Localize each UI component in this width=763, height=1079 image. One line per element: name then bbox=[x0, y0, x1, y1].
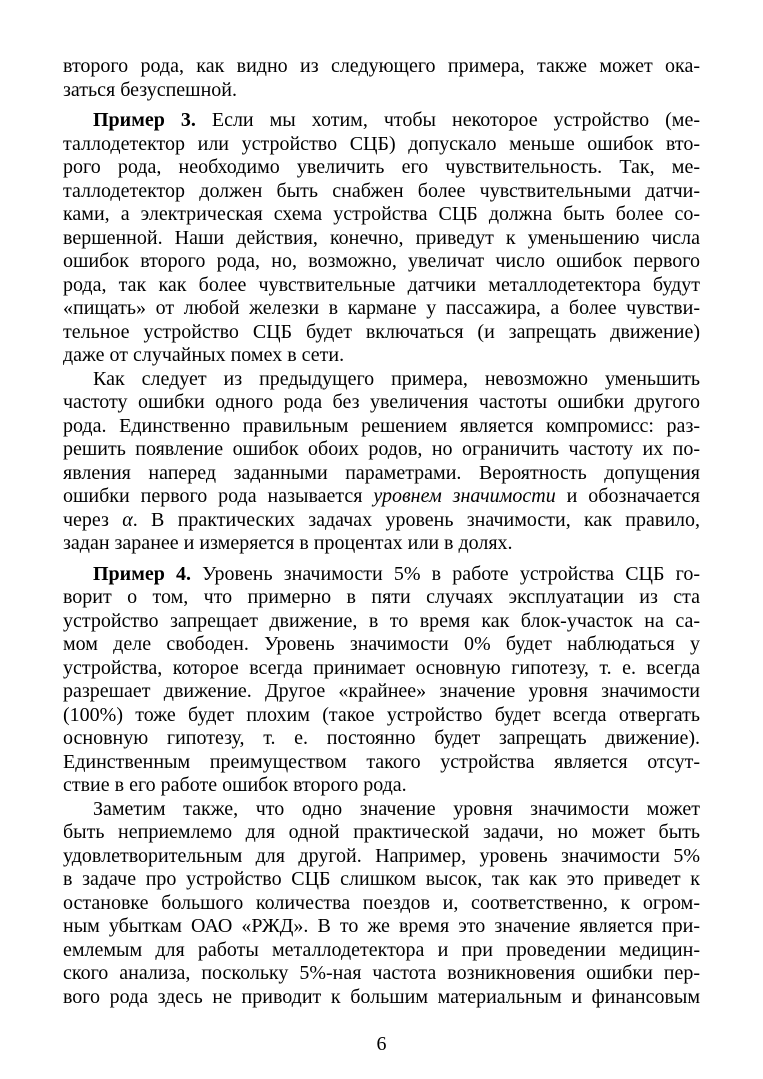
text-run: частоту ошибки одного рода без увеличения частоты ошибки другого bbox=[63, 391, 700, 413]
text-run: решить появление ошибок обоих родов, но ограничить частоту их по- bbox=[63, 438, 700, 460]
text-line bbox=[63, 156, 700, 180]
text-line bbox=[63, 250, 700, 274]
italic-run: α bbox=[122, 508, 133, 531]
text-run: быть неприемлемо для одной практической задачи, но может быть bbox=[63, 821, 700, 843]
text-run: . В практических задачах уровень значимости, как правило, bbox=[132, 508, 700, 531]
paragraph-example-4 bbox=[63, 563, 700, 798]
text-run: ным убыткам ОАО «РЖД». В то же время это значение является при- bbox=[63, 915, 700, 937]
text-run: задан заранее и измеряется в процентах или в долях. bbox=[63, 532, 513, 554]
text-run: через bbox=[63, 508, 123, 531]
page-number: 6 bbox=[376, 1033, 387, 1055]
text-line bbox=[63, 633, 700, 657]
text-line bbox=[63, 109, 700, 133]
text-run: и обозначается bbox=[555, 485, 701, 507]
text-line bbox=[63, 845, 700, 869]
text-line bbox=[63, 868, 700, 892]
text-line bbox=[63, 203, 700, 227]
text-run: устройство запрещает движение, в то время как блок-участок на са- bbox=[63, 609, 700, 632]
text-line bbox=[63, 55, 700, 79]
text-run: даже от случайных помех в сети. bbox=[63, 344, 345, 366]
text-line bbox=[63, 610, 700, 634]
text-run: тельное устройство СЦБ будет включаться (и запрещать движение) bbox=[63, 320, 700, 343]
text-run: Уровень значимости 5% в работе устройства СЦБ го- bbox=[191, 562, 701, 585]
paragraph-intro-continued bbox=[63, 55, 700, 102]
text-run: ошибок второго рода, но, возможно, увеличат число ошибок первого bbox=[63, 250, 700, 272]
italic-run: уровнем значимости bbox=[373, 485, 556, 507]
text-line bbox=[63, 774, 700, 798]
text-line bbox=[63, 227, 700, 251]
text-run: мом деле свободен. Уровень значимости 0% будет наблюдаться у bbox=[63, 633, 700, 655]
text-run: заться безуспешной. bbox=[63, 78, 237, 101]
text-run: ствие в его работе ошибок второго рода. bbox=[63, 774, 407, 796]
text-line bbox=[63, 986, 700, 1010]
text-line bbox=[63, 563, 700, 587]
text-line bbox=[63, 962, 700, 986]
text-run: вого рода здесь не приводит к большим материальным и финансовым bbox=[63, 985, 700, 1008]
text-run: Как следует из предыдущего примера, невозможно уменьшить bbox=[93, 367, 700, 390]
text-line bbox=[63, 133, 700, 157]
text-run: разрешает движение. Другое «крайнее» значение уровня значимости bbox=[63, 680, 700, 702]
text-line bbox=[63, 586, 700, 610]
text-run: таллодетектор должен быть снабжен более чувствительными датчи- bbox=[63, 179, 700, 202]
text-line bbox=[63, 704, 700, 728]
text-run: таллодетектор или устройство СЦБ) допускало меньше ошибок вто- bbox=[63, 132, 700, 155]
text-run: в задаче про устройство СЦБ слишком высок, так как это приведет к bbox=[63, 868, 700, 890]
text-line bbox=[63, 939, 700, 963]
text-line bbox=[63, 180, 700, 204]
text-run: явления наперед заданными параметрами. Вероятность допущения bbox=[63, 461, 700, 484]
text-run: Заметим также, что одно значение уровня значимости может bbox=[93, 797, 700, 820]
text-line bbox=[63, 368, 700, 392]
text-run: ошибки первого рода называется bbox=[63, 485, 374, 507]
paragraph-example-3 bbox=[63, 109, 700, 368]
text-line bbox=[63, 79, 700, 103]
text-line bbox=[63, 915, 700, 939]
text-run: основную гипотезу, т. е. постоянно будет запрещать движение). bbox=[63, 727, 700, 749]
paragraph-significance-choice bbox=[63, 798, 700, 1010]
text-line bbox=[63, 509, 700, 533]
text-line bbox=[63, 798, 700, 822]
text-line bbox=[63, 821, 700, 845]
text-run: второго рода, как видно из следующего примера, также может ока- bbox=[63, 55, 700, 77]
text-run: рода. Единственно правильным решением является компромисс: раз- bbox=[63, 414, 700, 437]
text-line bbox=[63, 680, 700, 704]
bold-run: Пример 4. bbox=[93, 562, 191, 585]
text-line bbox=[63, 321, 700, 345]
text-run: устройства, которое всегда принимает основную гипотезу, т. е. всегда bbox=[63, 656, 700, 679]
text-run: вершенной. Наши действия, конечно, приведут к уменьшению числа bbox=[63, 226, 700, 249]
text-line bbox=[63, 751, 700, 775]
text-run: рого рода, необходимо увеличить его чувствительность. Так, ме- bbox=[63, 156, 700, 178]
text-run: Если мы хотим, чтобы некоторое устройство (ме- bbox=[195, 109, 700, 131]
paragraph-compromise bbox=[63, 368, 700, 556]
text-block bbox=[63, 55, 700, 1009]
text-run: ского анализа, поскольку 5%-ная частота возникновения ошибки пер- bbox=[63, 962, 700, 984]
text-line bbox=[63, 657, 700, 681]
text-line bbox=[63, 297, 700, 321]
text-run: Единственным преимуществом такого устройства является отсут- bbox=[63, 750, 700, 773]
text-line bbox=[63, 485, 700, 509]
text-run: рода, так как более чувствительные датчики металлодетектора будут bbox=[63, 273, 700, 296]
text-line bbox=[63, 727, 700, 751]
text-line bbox=[63, 462, 700, 486]
text-run: ворит о том, что примерно в пяти случаях эксплуатации из ста bbox=[63, 586, 700, 608]
text-line bbox=[63, 438, 700, 462]
text-line bbox=[63, 344, 700, 368]
text-run: ками, а электрическая схема устройства СЦБ должна быть более со- bbox=[63, 203, 700, 225]
text-run: удовлетворительным для другой. Например, уровень значимости 5% bbox=[63, 844, 700, 867]
text-run: «пищать» от любой железки в кармане у пассажира, а более чувстви- bbox=[63, 297, 700, 319]
text-line bbox=[63, 892, 700, 916]
text-line bbox=[63, 391, 700, 415]
text-run: остановке большого количества поездов и, соответственно, к огром- bbox=[63, 891, 700, 914]
text-line bbox=[63, 274, 700, 298]
text-line bbox=[63, 415, 700, 439]
text-line bbox=[63, 532, 700, 556]
text-run: (100%) тоже будет плохим (такое устройство будет всегда отвергать bbox=[63, 703, 700, 726]
bold-run: Пример 3. bbox=[93, 109, 196, 131]
text-run: емлемым для работы металлодетектора и при проведении медицин- bbox=[63, 938, 700, 961]
